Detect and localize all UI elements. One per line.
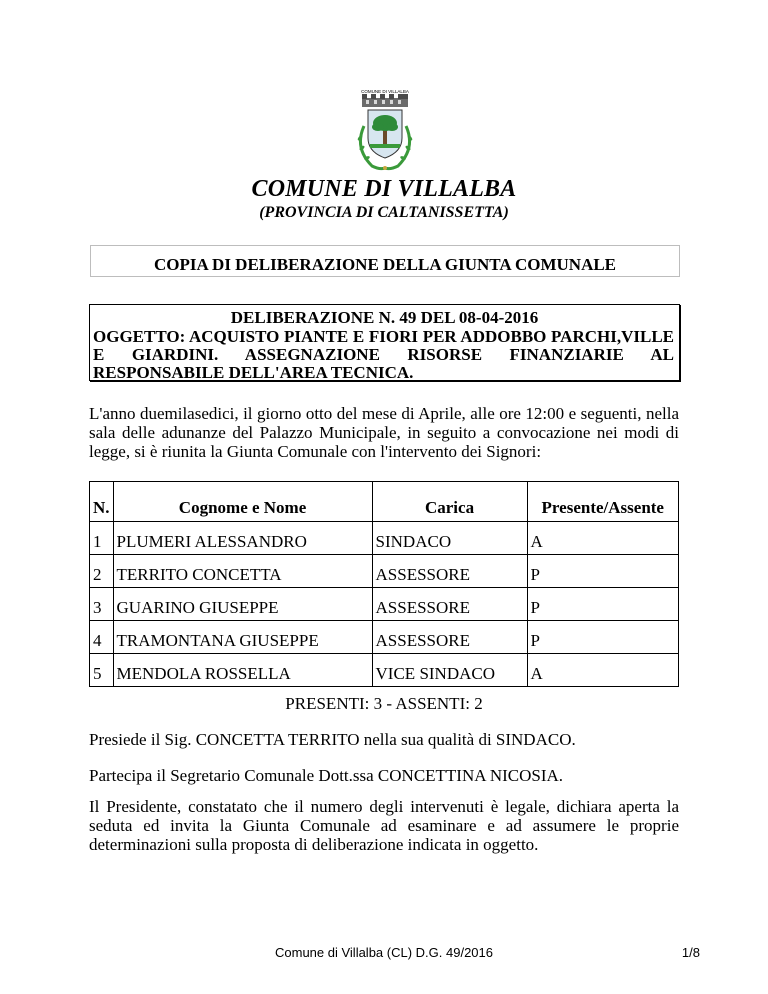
attendance-table xyxy=(89,481,679,687)
member-name: PLUMERI ALESSANDRO xyxy=(113,522,372,555)
member-role: SINDACO xyxy=(372,522,527,555)
col-header-number: N. xyxy=(90,482,114,522)
document-type-box xyxy=(90,245,680,277)
table-row xyxy=(90,555,679,588)
member-role: VICE SINDACO xyxy=(372,654,527,687)
member-attendance: P xyxy=(527,588,678,621)
row-number: 5 xyxy=(90,654,114,687)
member-name: GUARINO GIUSEPPE xyxy=(113,588,372,621)
col-header-role: Carica xyxy=(372,482,527,522)
table-header-row xyxy=(90,482,679,522)
col-header-attendance: Presente/Assente xyxy=(527,482,678,522)
table-row xyxy=(90,621,679,654)
document-type-label: COPIA DI DELIBERAZIONE DELLA GIUNTA COMUNALE xyxy=(153,255,617,274)
attendance-summary: PRESENTI: 3 - ASSENTI: 2 xyxy=(285,694,483,713)
municipality-title: COMUNE DI VILLALBA xyxy=(251,176,517,202)
member-name: TRAMONTANA GIUSEPPE xyxy=(113,621,372,654)
member-role: ASSESSORE xyxy=(372,621,527,654)
table-row xyxy=(90,588,679,621)
chair-statement: Presiede il Sig. CONCETTA TERRITO nella sua qualità di SINDACO. xyxy=(89,730,576,749)
member-attendance: P xyxy=(527,621,678,654)
svg-text:COMUNE DI VILLALBA: COMUNE DI VILLALBA xyxy=(361,89,409,94)
table-row xyxy=(90,522,679,555)
row-number: 1 xyxy=(90,522,114,555)
deliberation-number: DELIBERAZIONE N. 49 DEL 08-04-2016 xyxy=(230,308,539,327)
intro-paragraph: L'anno duemilasedici, il giorno otto del mese di Aprile, alle ore 12:00 e seguenti, nella sala delle adunanze del Palazzo Municipale, in seguito a convocazione nei modi di legge, si è riunita la Giunta Comunale con l'intervento dei Signori: xyxy=(89,404,679,461)
page-footer: Comune di Villalba (CL) D.G. 49/2016 xyxy=(275,945,493,960)
member-name: MENDOLA ROSSELLA xyxy=(113,654,372,687)
row-number: 2 xyxy=(90,555,114,588)
municipal-crest-logo xyxy=(340,86,430,178)
deliberation-subject: OGGETTO: ACQUISTO PIANTE E FIORI PER ADDOBBO PARCHI,VILLE E GIARDINI. ASSEGNAZIONE RISORSE FINANZIARIE AL RESPONSABILE DELL'AREA TECNICA. xyxy=(93,327,674,382)
member-attendance: A xyxy=(527,522,678,555)
member-attendance: A xyxy=(527,654,678,687)
secretary-statement: Partecipa il Segretario Comunale Dott.ssa CONCETTINA NICOSIA. xyxy=(89,766,564,785)
president-paragraph: Il Presidente, constatato che il numero degli intervenuti è legale, dichiara aperta la seduta ed invita la Giunta Comunale ad esaminare e ad assumere le proprie determinazioni sulla proposta di deliberazione indicata in oggetto. xyxy=(89,797,679,854)
row-number: 4 xyxy=(90,621,114,654)
member-role: ASSESSORE xyxy=(372,555,527,588)
col-header-name: Cognome e Nome xyxy=(113,482,372,522)
deliberation-box xyxy=(89,304,680,381)
member-role: ASSESSORE xyxy=(372,588,527,621)
member-name: TERRITO CONCETTA xyxy=(113,555,372,588)
page-number: 1/8 xyxy=(681,945,700,960)
table-row xyxy=(90,654,679,687)
province-subtitle: (PROVINCIA DI CALTANISSETTA) xyxy=(259,204,509,221)
row-number: 3 xyxy=(90,588,114,621)
member-attendance: P xyxy=(527,555,678,588)
